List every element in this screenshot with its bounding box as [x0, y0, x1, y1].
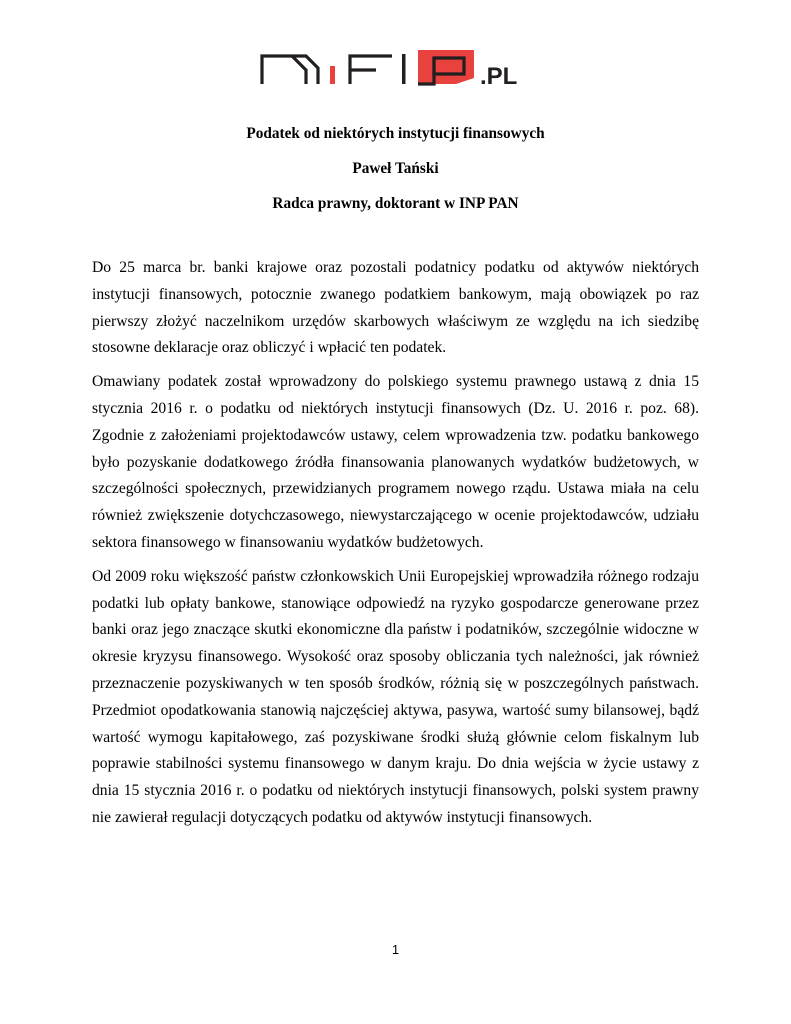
paragraph-1: Do 25 marca br. banki krajowe oraz pozostali podatnicy podatku od aktywów niektórych instytucji finansowych, potocznie zwanego podatkiem bankowym, mają obowiązek po raz pierwszy złożyć naczelnikom urzędów skarbowych właściwym ze względu na ich siedzibę stosowne deklaracje oraz obliczyć i wpłacić ten podatek. — [92, 259, 699, 357]
author-name: Paweł Tański — [352, 160, 439, 177]
document-title: Podatek od niektórych instytucji finansowych — [246, 125, 545, 142]
mifid-logo — [260, 44, 532, 90]
mifid-logo-graphic — [260, 44, 532, 90]
paragraph-2: Omawiany podatek został wprowadzony do polskiego systemu prawnego ustawą z dnia 15 stycznia 2016 r. o podatku od niektórych instytucji finansowych (Dz. U. 2016 r. poz. 68). Zgodnie z założeniami projektodawców ustawy, celem wprowadzenia tzw. podatku bankowego było pozyskanie dodatkowego źródła finansowania planowanych wydatków budżetowych, w szczególności społecznych, przewidzianych programem nowego rządu. Ustawa miała na celu również zwiększenie dotychczasowego, niewystarczającego w ocenie projektodawców, udziału sektora finansowego w finansowaniu wydatków budżetowych. — [92, 373, 699, 551]
paragraph-3: Od 2009 roku większość państw członkowskich Unii Europejskiej wprowadziła różnego rodzaju podatki lub opłaty bankowe, stanowiące odpowiedź na ryzyko gospodarcze generowane przez banki oraz jego znaczące skutki ekonomiczne dla państw i podatników, szczególnie widoczne w okresie kryzysu finansowego. Wysokość oraz sposoby obliczania tych należności, jak również przeznaczenie pozyskiwanych w ten sposób środków, różnią się w poszczególnych państwach. Przedmiot opodatkowania stanowią najczęściej aktywa, pasywa, wartość sumy bilansowej, bądź wartość wymogu kapitałowego, zaś pozyskiwane środki służą głównie celom fiskalnym lub poprawie stabilności systemu finansowego w danym kraju. Do dnia wejścia w życie ustawy z dnia 15 stycznia 2016 r. o podatku od niektórych instytucji finansowych, polski system prawny nie zawierał regulacji dotyczących podatku od aktywów instytucji finansowych. — [92, 567, 699, 826]
page-number: 1 — [391, 942, 400, 957]
svg-text:.PL: .PL — [480, 63, 518, 90]
author-role: Radca prawny, doktorant w INP PAN — [272, 195, 519, 212]
article-body — [92, 255, 699, 839]
